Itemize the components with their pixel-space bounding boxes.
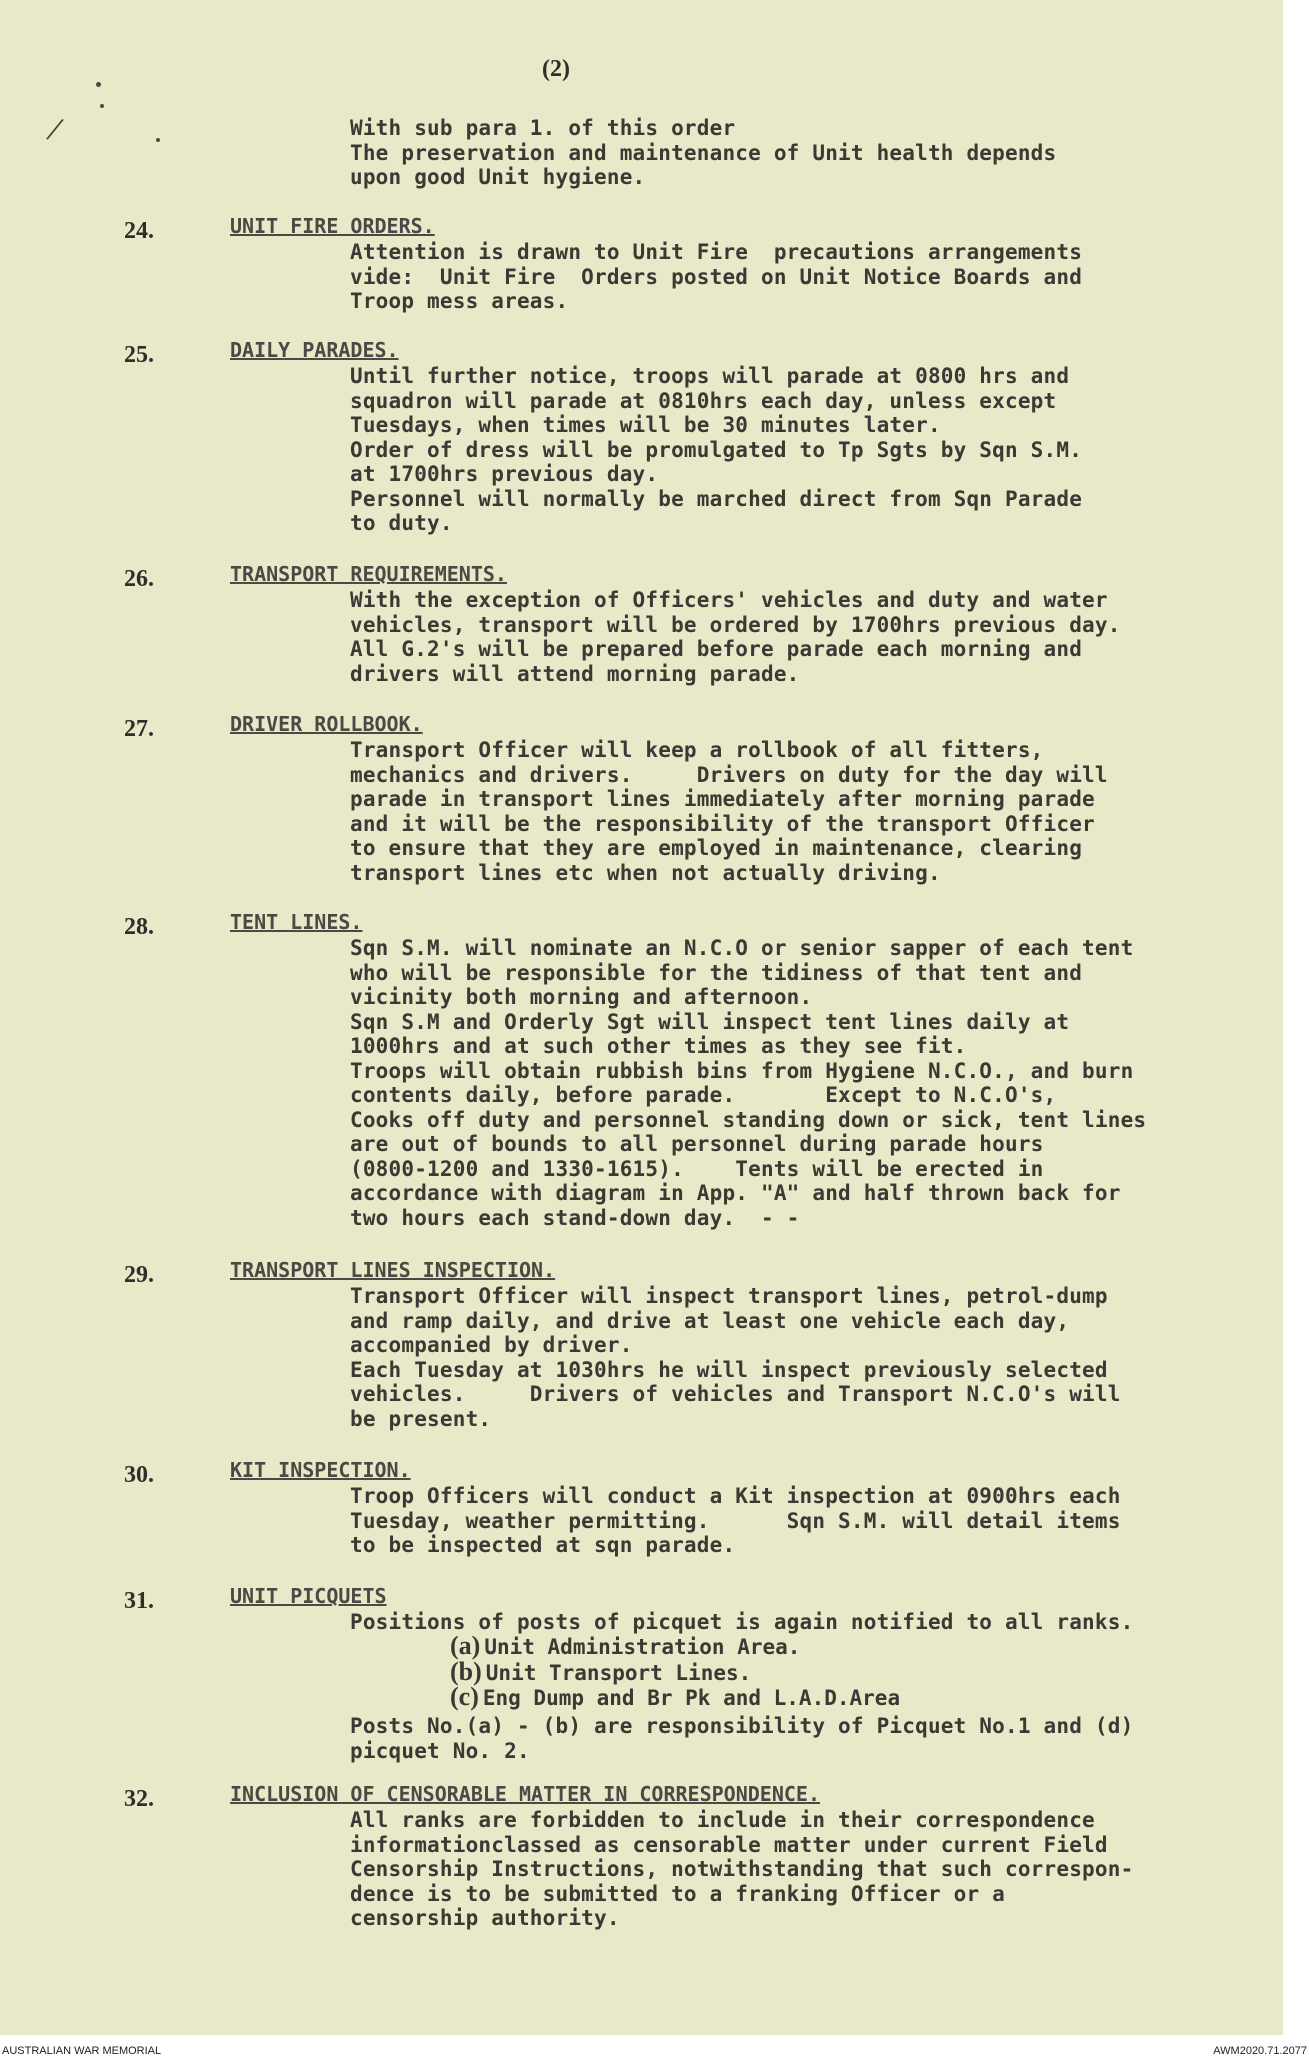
body-line: to duty. bbox=[350, 511, 453, 535]
ink-dot-mark bbox=[100, 104, 104, 108]
body-line: Censorship Instructions, notwithstanding that such correspon- bbox=[350, 1857, 1134, 1881]
list-item-text: Eng Dump and Br Pk and L.A.D.Area bbox=[482, 1686, 901, 1710]
body-line: Until further notice, troops will parade at 0800 hrs and bbox=[350, 364, 1070, 388]
body-line: 1000hrs and at such other times as they see fit. bbox=[350, 1034, 967, 1058]
list-item-text: Unit Administration Area. bbox=[484, 1635, 801, 1659]
footer-accession-number: AWM2020.71.2077 bbox=[1213, 2045, 1307, 2057]
paragraph-number: 28. bbox=[124, 914, 154, 940]
list-item bbox=[450, 1631, 900, 1660]
body-line: Transport Officer will inspect transport lines, petrol-dump bbox=[350, 1284, 1108, 1308]
list-marker: (c) bbox=[450, 1682, 479, 1711]
body-line: and it will be the responsibility of the transport Officer bbox=[350, 811, 1095, 836]
intro-continuation bbox=[350, 116, 1056, 190]
body-line: All G.2's will be prepared before parade each morning and bbox=[350, 637, 1083, 661]
body-line: vehicles. Drivers of vehicles and Transport N.C.O's will bbox=[350, 1382, 1121, 1406]
body-line: Tuesdays, when times will be 30 minutes later. bbox=[350, 413, 941, 437]
list-item bbox=[450, 1656, 900, 1686]
page-number: (2) bbox=[542, 56, 570, 82]
ink-dot-mark bbox=[96, 82, 101, 87]
body-line: Attention is drawn to Unit Fire precautions arrangements bbox=[350, 240, 1083, 264]
ink-dot-mark bbox=[156, 138, 160, 142]
intro-line: The preservation and maintenance of Unit health depends bbox=[350, 140, 1057, 165]
body-line: Tuesday, weather permitting. Sqn S.M. will detail items bbox=[350, 1508, 1121, 1533]
paragraph-number: 31. bbox=[124, 1588, 154, 1614]
paragraph-heading: UNIT PICQUETS bbox=[230, 1584, 387, 1608]
paragraph-heading: UNIT FIRE ORDERS. bbox=[230, 214, 435, 238]
paragraph-number: 29. bbox=[124, 1262, 154, 1288]
paragraph-number: 32. bbox=[124, 1786, 154, 1812]
body-line: All ranks are forbidden to include in their correspondence bbox=[350, 1808, 1095, 1832]
body-line: Troop mess areas. bbox=[350, 289, 569, 313]
paragraph-number: 30. bbox=[124, 1462, 154, 1488]
body-line: transport lines etc when not actually driving. bbox=[350, 860, 941, 885]
body-line: Personnel will normally be marched direct from Sqn Parade bbox=[350, 486, 1083, 511]
body-line: to ensure that they are employed in maintenance, clearing bbox=[350, 836, 1083, 860]
body-line: accordance with diagram in App. "A" and half thrown back for bbox=[350, 1181, 1121, 1205]
body-line: at 1700hrs previous day. bbox=[350, 462, 659, 486]
body-line: contents daily, before parade. Except to N.C.O's, bbox=[350, 1083, 1057, 1107]
body-line: Sqn S.M and Orderly Sgt will inspect tent lines daily at bbox=[350, 1009, 1070, 1034]
body-line: With the exception of Officers' vehicles and duty and water bbox=[350, 588, 1108, 612]
body-line: informationclassed as censorable matter under current Field bbox=[350, 1832, 1108, 1857]
body-line: Each Tuesday at 1030hrs he will inspect previously selected bbox=[350, 1357, 1108, 1382]
paragraph-number: 26. bbox=[124, 566, 154, 592]
body-line: dence is to be submitted to a franking Officer or a bbox=[350, 1881, 1005, 1906]
paragraph-number: 25. bbox=[124, 342, 154, 368]
list-item bbox=[450, 1682, 901, 1711]
body-line: vicinity both morning and afternoon. bbox=[350, 985, 813, 1009]
body-line: Posts No.(a) - (b) are responsibility of Picquet No.1 and (d) bbox=[350, 1714, 1134, 1738]
body-line: vide: Unit Fire Orders posted on Unit Notice Boards and bbox=[350, 264, 1083, 289]
archive-footer bbox=[0, 2037, 1309, 2061]
body-line: who will be responsible for the tidiness of that tent and bbox=[350, 960, 1083, 985]
body-line: squadron will parade at 0810hrs each day, unless except bbox=[350, 388, 1057, 413]
paragraph-heading: TRANSPORT REQUIREMENTS. bbox=[230, 562, 507, 586]
body-line: Transport Officer will keep a rollbook of all fitters, bbox=[350, 738, 1044, 762]
paragraph-heading: TRANSPORT LINES INSPECTION. bbox=[230, 1258, 556, 1282]
handwritten-margin-mark: / bbox=[43, 108, 67, 150]
body-line: and ramp daily, and drive at least one vehicle each day, bbox=[350, 1308, 1070, 1333]
list-item-text: Unit Transport Lines. bbox=[485, 1660, 752, 1685]
body-line: Cooks off duty and personnel standing down or sick, tent lines bbox=[350, 1107, 1147, 1132]
paragraph-heading: TENT LINES. bbox=[230, 910, 363, 934]
footer-institution: AUSTRALIAN WAR MEMORIAL bbox=[2, 2045, 162, 2057]
body-line: Troop Officers will conduct a Kit inspection at 0900hrs each bbox=[350, 1484, 1121, 1508]
body-line: Positions of posts of picquet is again notified to all ranks. bbox=[350, 1610, 1134, 1634]
body-line: (0800-1200 and 1330-1615). Tents will be erected in bbox=[350, 1156, 1044, 1181]
body-line: to be inspected at sqn parade. bbox=[350, 1533, 736, 1557]
body-line: Order of dress will be promulgated to Tp Sgts by Sqn S.M. bbox=[350, 437, 1083, 462]
body-line: censorship authority. bbox=[350, 1906, 620, 1930]
picquet-post-list bbox=[450, 1631, 901, 1711]
body-line: vehicles, transport will be ordered by 1700hrs previous day. bbox=[350, 612, 1121, 637]
body-line: accompanied by driver. bbox=[350, 1333, 633, 1357]
body-line: picquet No. 2. bbox=[350, 1738, 530, 1763]
body-line: Troops will obtain rubbish bins from Hygiene N.C.O., and burn bbox=[350, 1058, 1134, 1083]
body-line: drivers will attend morning parade. bbox=[350, 661, 800, 686]
paragraph-number: 27. bbox=[124, 716, 154, 742]
list-marker: (a) bbox=[450, 1631, 481, 1660]
intro-line: upon good Unit hygiene. bbox=[350, 165, 646, 189]
paragraph-heading: KIT INSPECTION. bbox=[230, 1458, 411, 1482]
paragraph-heading: DRIVER ROLLBOOK. bbox=[230, 712, 423, 736]
paragraph-heading: DAILY PARADES. bbox=[230, 338, 399, 362]
body-line: parade in transport lines immediately after morning parade bbox=[350, 787, 1095, 811]
list-marker: (b) bbox=[450, 1656, 482, 1686]
body-line: are out of bounds to all personnel during parade hours bbox=[350, 1132, 1044, 1156]
body-line: be present. bbox=[350, 1406, 492, 1431]
body-line: two hours each stand-down day. - - bbox=[350, 1205, 800, 1230]
paragraph-heading: INCLUSION OF CENSORABLE MATTER IN CORRESPONDENCE. bbox=[230, 1782, 821, 1806]
paragraph-number: 24. bbox=[124, 218, 154, 244]
body-line: mechanics and drivers. Drivers on duty for the day will bbox=[350, 762, 1108, 787]
intro-line: With sub para 1. of this order bbox=[350, 116, 736, 140]
body-line: Sqn S.M. will nominate an N.C.O or senior sapper of each tent bbox=[350, 936, 1134, 960]
